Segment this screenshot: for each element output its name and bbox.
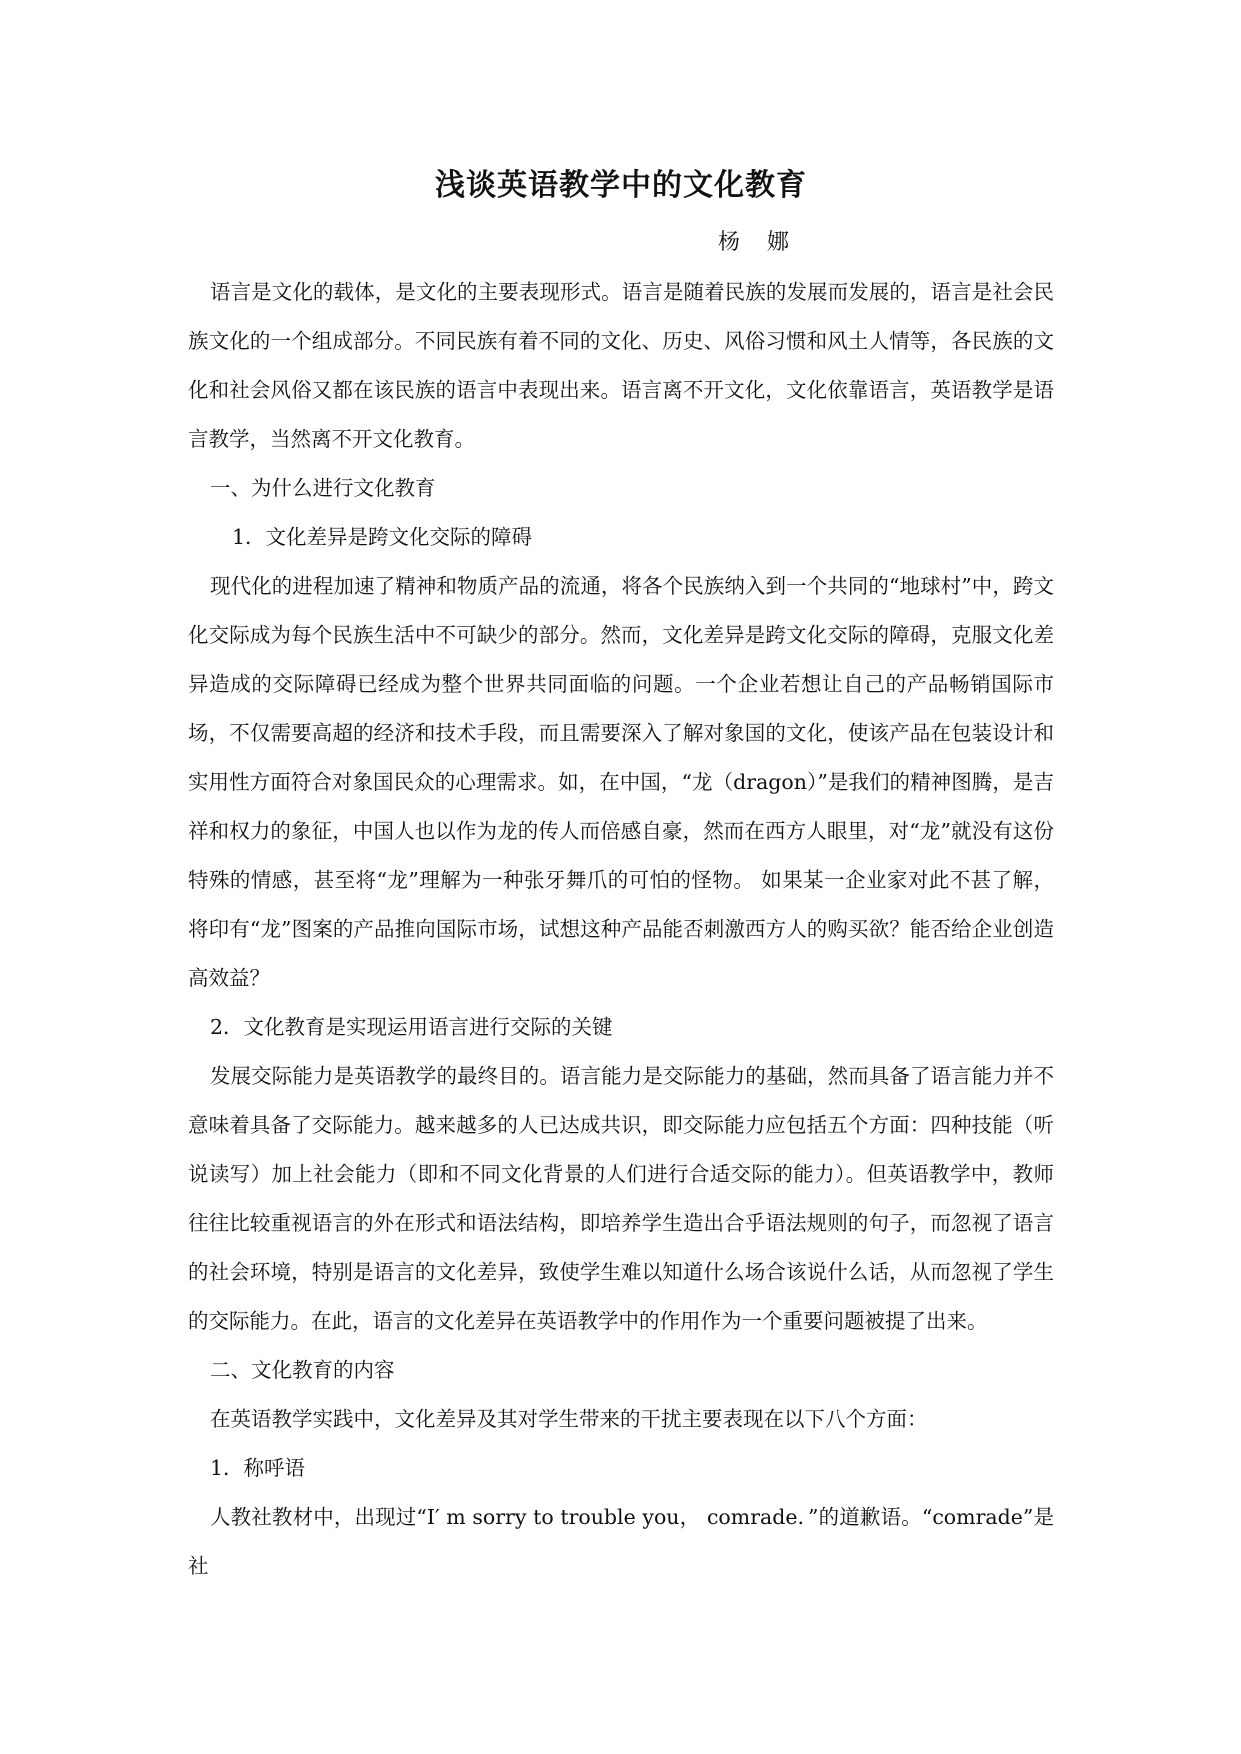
paragraph-communicative-competence: 发展交际能力是英语教学的最终目的。语言能力是交际能力的基础，然而具备了语言能力并不意味着具备了交际能力。越来越多的人已达成共识，即交际能力应包括五个方面：四种技能（听说读写）加上社会能力（即和不同文化背景的人们进行合适交际的能力）。但英语教学中，教师往往比较重视语言的外在形式和语法结构，即培养学生造出合乎语法规则的句子，而忽视了语言的社会环境，特别是语言的文化差异，致使学生难以知道什么场合该说什么话，从而忽视了学生的交际能力。在此，语言的文化差异在英语教学中的作用作为一个重要问题被提了出来。: [188, 1064, 1054, 1333]
author-name: 杨 娜: [718, 230, 799, 255]
heading-subsection-1-2: 2．文化教育是实现运用语言进行交际的关键: [210, 1015, 613, 1039]
paragraph-eight-aspects: 在英语教学实践中，文化差异及其对学生带来的干扰主要表现在以下八个方面：: [210, 1407, 928, 1431]
paragraph-intro: 语言是文化的载体，是文化的主要表现形式。语言是随着民族的发展而发展的，语言是社会民族文化的一个组成部分。不同民族有着不同的文化、历史、风俗习惯和风土人情等，各民族的文化和社会风俗又都在该民族的语言中表现出来。语言离不开文化，文化依靠语言，英语教学是语言教学，当然离不开文化教育。: [188, 280, 1054, 451]
document-body: [188, 268, 1054, 1591]
heading-section-2: 二、文化教育的内容: [210, 1358, 395, 1382]
heading-subsection-2-1: 1．称呼语: [210, 1456, 306, 1480]
paragraph-address-terms: 人教社教材中，出现过“I′ m sorry to trouble you， comrade．”的道歉语。“comrade”是社: [188, 1505, 1054, 1578]
heading-section-1: 一、为什么进行文化教育: [210, 476, 436, 500]
document-title: 浅谈英语教学中的文化教育: [435, 168, 807, 203]
heading-subsection-1-1: 1．文化差异是跨文化交际的障碍: [232, 525, 533, 549]
paragraph-cultural-barrier: 现代化的进程加速了精神和物质产品的流通，将各个民族纳入到一个共同的“地球村”中，跨文化交际成为每个民族生活中不可缺少的部分。然而，文化差异是跨文化交际的障碍，克服文化差异造成的交际障碍已经成为整个世界共同面临的问题。一个企业若想让自己的产品畅销国际市场，不仅需要高超的经济和技术手段，而且需要深入了解对象国的文化，使该产品在包装设计和实用性方面符合对象国民众的心理需求。如，在中国，“龙（dragon）”是我们的精神图腾，是吉祥和权力的象征，中国人也以作为龙的传人而倍感自豪，然而在西方人眼里，对“龙”就没有这份特殊的情感，甚至将“龙”理解为一种张牙舞爪的可怕的怪物。 如果某一企业家对此不甚了解，将印有“龙”图案的产品推向国际市场，试想这种产品能否刺激西方人的购买欲？能否给企业创造高效益？: [188, 574, 1054, 990]
